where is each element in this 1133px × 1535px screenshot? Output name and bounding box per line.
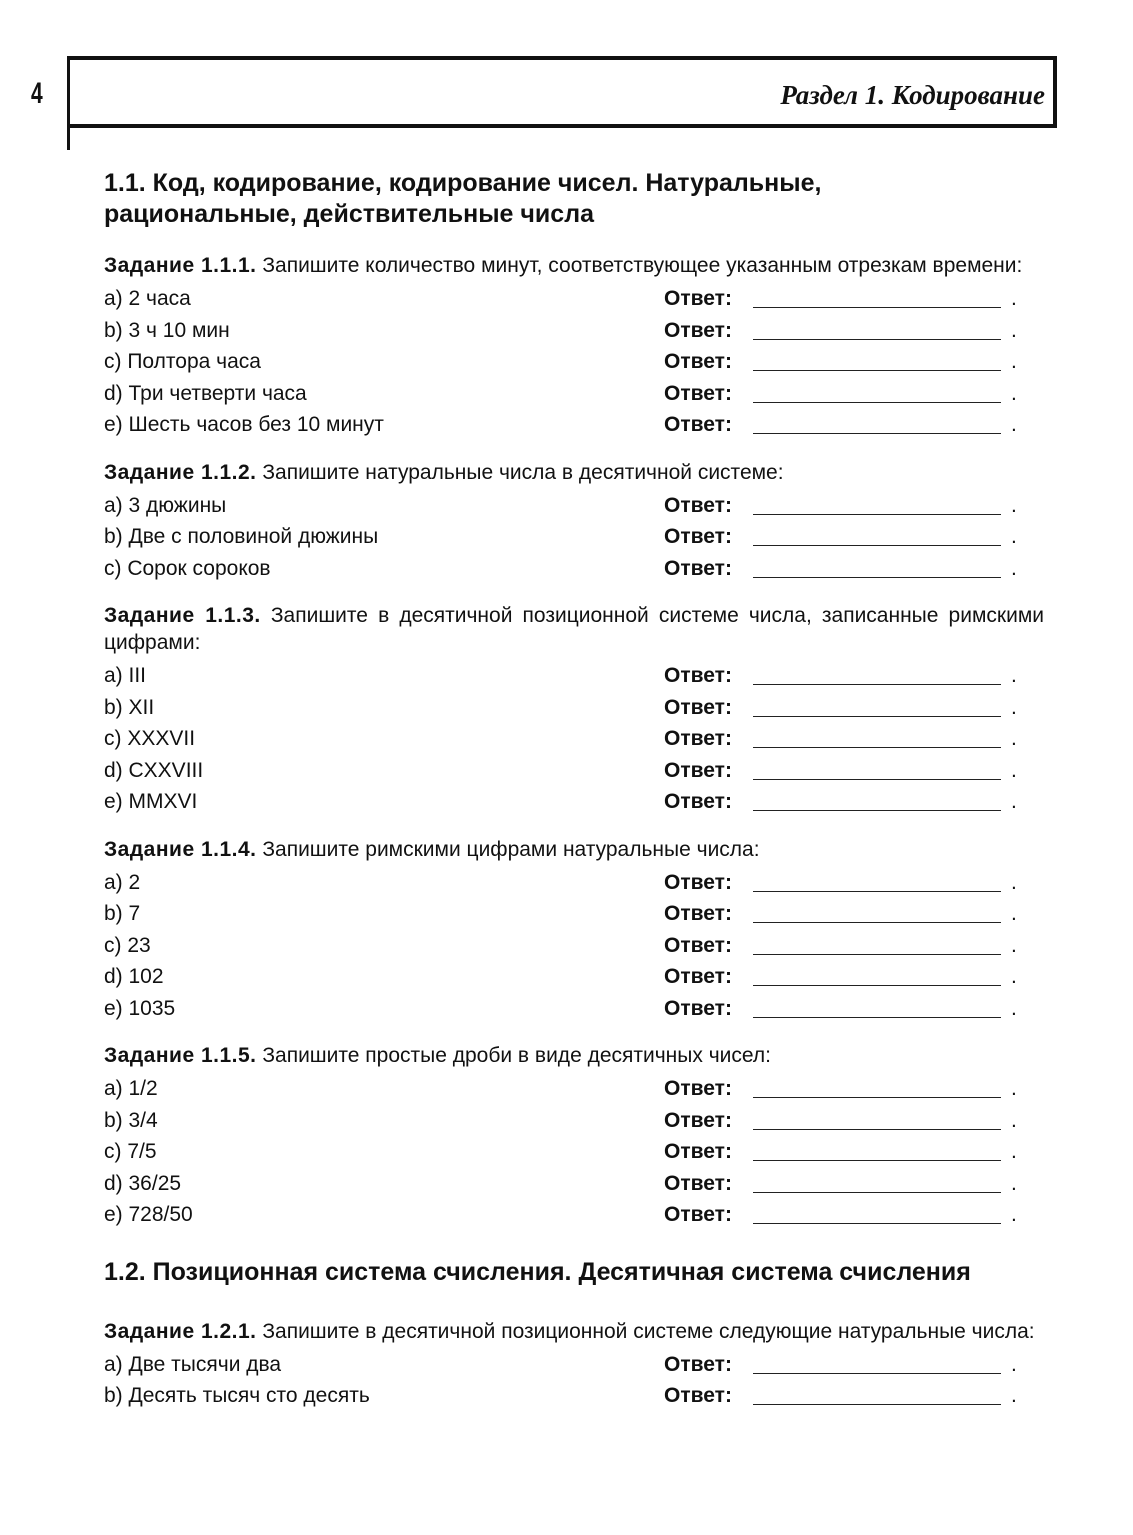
answer-label: Ответ: xyxy=(664,933,732,957)
answer-blank-line[interactable] xyxy=(753,402,1001,403)
running-header-title: Раздел 1. Кодирование xyxy=(780,80,1045,110)
answer-label: Ответ: xyxy=(664,1077,732,1100)
task-item xyxy=(104,786,1064,818)
answer-label: Ответ: xyxy=(664,1352,732,1376)
answer-blank-line[interactable] xyxy=(753,1017,1001,1018)
answer-blank-line[interactable] xyxy=(753,1129,1001,1130)
answer-blank-line[interactable] xyxy=(753,891,1001,892)
answer-period: . xyxy=(1011,556,1017,580)
task-item xyxy=(104,1136,1064,1168)
task-text: Запишите количество минут, соответствующее указанным отрезкам времени: xyxy=(256,254,1023,277)
task-label: Задание 1.1.1. xyxy=(104,254,257,277)
answer-period: . xyxy=(1011,1384,1017,1407)
answer-label: Ответ: xyxy=(664,870,732,894)
answer-label: Ответ: xyxy=(664,758,732,782)
item-label: c) XXXVII xyxy=(104,727,196,750)
task-item xyxy=(104,1073,1064,1105)
task-item xyxy=(104,315,1064,347)
answer-field xyxy=(664,283,1017,315)
task xyxy=(104,602,1064,818)
answer-label: Ответ: xyxy=(664,1171,732,1195)
item-label: e) MMXVI xyxy=(104,790,198,813)
answer-blank-line[interactable] xyxy=(753,985,1001,986)
answer-period: . xyxy=(1011,1077,1017,1100)
answer-blank-line[interactable] xyxy=(753,1404,1001,1405)
task-item xyxy=(104,867,1064,899)
answer-label: Ответ: xyxy=(664,965,732,988)
answer-field xyxy=(664,346,1017,378)
answer-field xyxy=(664,315,1017,347)
answer-blank-line[interactable] xyxy=(753,339,1001,340)
task-label: Задание 1.1.3. xyxy=(104,604,261,627)
task-text: Запишите римскими цифрами натуральные числа: xyxy=(256,837,760,861)
answer-field xyxy=(664,1136,1017,1168)
item-label: d) Три четверти часа xyxy=(104,381,307,405)
task-label: Задание 1.1.4. xyxy=(104,837,257,861)
answer-blank-line[interactable] xyxy=(753,307,1001,308)
task-item xyxy=(104,1349,1064,1381)
answer-blank-line[interactable] xyxy=(753,810,1001,811)
task xyxy=(104,252,1064,441)
task-text: Запишите в десятичной позиционной системе следующие натуральные числа: xyxy=(256,1319,1035,1343)
answer-label: Ответ: xyxy=(664,695,732,719)
task-description xyxy=(104,1318,1044,1345)
answer-blank-line[interactable] xyxy=(753,716,1001,717)
answer-field xyxy=(664,1380,1017,1412)
item-label: b) 3/4 xyxy=(104,1108,158,1132)
answer-label: Ответ: xyxy=(664,381,732,405)
page-number: 4 xyxy=(31,77,43,110)
task-label: Задание 1.2.1. xyxy=(104,1319,257,1343)
task-list xyxy=(104,252,1064,1231)
task-item xyxy=(104,898,1064,930)
item-label: d) CXXVIII xyxy=(104,758,204,782)
running-header xyxy=(67,56,1057,128)
answer-period: . xyxy=(1011,727,1017,750)
answer-blank-line[interactable] xyxy=(753,779,1001,780)
task xyxy=(104,459,1064,585)
answer-period: . xyxy=(1011,1203,1017,1226)
answer-field xyxy=(664,723,1017,755)
answer-field xyxy=(664,1105,1017,1137)
section-1-2 xyxy=(104,1257,1064,1412)
task-item xyxy=(104,283,1064,315)
answer-field xyxy=(664,490,1017,522)
answer-blank-line[interactable] xyxy=(753,1223,1001,1224)
item-label: c) Полтора часа xyxy=(104,350,261,373)
answer-blank-line[interactable] xyxy=(753,433,1001,434)
answer-period: . xyxy=(1011,350,1017,373)
answer-field xyxy=(664,786,1017,818)
item-label: b) 7 xyxy=(104,902,141,925)
answer-blank-line[interactable] xyxy=(753,370,1001,371)
answer-period: . xyxy=(1011,1108,1017,1132)
section-title: 1.2. Позиционная система счисления. Десятичная система счисления xyxy=(104,1257,971,1286)
item-label: a) 3 дюжины xyxy=(104,493,227,517)
answer-blank-line[interactable] xyxy=(753,514,1001,515)
task-text: Запишите натуральные числа в десятичной системе: xyxy=(256,460,784,484)
item-label: e) 1035 xyxy=(104,996,176,1020)
answer-blank-line[interactable] xyxy=(753,1192,1001,1193)
answer-label: Ответ: xyxy=(664,525,732,548)
task-item xyxy=(104,1199,1064,1231)
item-label: c) 23 xyxy=(104,933,151,957)
answer-label: Ответ: xyxy=(664,902,732,925)
section-title: 1.1. Код, кодирование, кодирование чисел. Натуральные, рациональные, действительные числа xyxy=(104,169,822,228)
task-description xyxy=(104,459,1044,486)
item-label: d) 36/25 xyxy=(104,1171,182,1195)
answer-field xyxy=(664,1199,1017,1231)
task-item xyxy=(104,1105,1064,1137)
header-divider xyxy=(67,128,70,150)
task-item xyxy=(104,692,1064,724)
answer-period: . xyxy=(1011,1140,1017,1163)
answer-period: . xyxy=(1011,933,1017,957)
answer-field xyxy=(664,755,1017,787)
item-label: a) 1/2 xyxy=(104,1077,158,1100)
task-description xyxy=(104,1042,1044,1069)
item-label: a) III xyxy=(104,664,147,687)
answer-field xyxy=(664,993,1017,1025)
task xyxy=(104,1042,1064,1231)
task-item xyxy=(104,723,1064,755)
answer-blank-line[interactable] xyxy=(753,1160,1001,1161)
answer-period: . xyxy=(1011,664,1017,687)
task-description xyxy=(104,252,1044,279)
task-item xyxy=(104,961,1064,993)
answer-field xyxy=(664,521,1017,553)
page-content xyxy=(104,168,1064,1430)
task-label: Задание 1.1.2. xyxy=(104,460,257,484)
task xyxy=(104,836,1064,1025)
answer-period: . xyxy=(1011,695,1017,719)
answer-label: Ответ: xyxy=(664,1203,732,1226)
answer-period: . xyxy=(1011,1171,1017,1195)
answer-label: Ответ: xyxy=(664,664,732,687)
task-list xyxy=(104,1318,1064,1412)
item-label: e) Шесть часов без 10 минут xyxy=(104,413,384,436)
task-item xyxy=(104,378,1064,410)
task-text: Запишите в десятичной позиционной системе числа, записанные римскими цифрами: xyxy=(104,604,1044,654)
item-label: c) 7/5 xyxy=(104,1140,157,1163)
answer-field xyxy=(664,660,1017,692)
answer-blank-line[interactable] xyxy=(753,1097,1001,1098)
answer-field xyxy=(664,930,1017,962)
answer-label: Ответ: xyxy=(664,350,732,373)
item-label: b) Две с половиной дюжины xyxy=(104,525,379,548)
item-label: e) 728/50 xyxy=(104,1203,193,1226)
answer-field xyxy=(664,1073,1017,1105)
answer-label: Ответ: xyxy=(664,1108,732,1132)
task-item xyxy=(104,553,1064,585)
answer-period: . xyxy=(1011,493,1017,517)
answer-period: . xyxy=(1011,413,1017,436)
answer-field xyxy=(664,378,1017,410)
answer-period: . xyxy=(1011,287,1017,310)
answer-label: Ответ: xyxy=(664,727,732,750)
answer-field xyxy=(664,409,1017,441)
answer-period: . xyxy=(1011,1352,1017,1376)
section-1-1 xyxy=(104,168,1064,1231)
answer-period: . xyxy=(1011,318,1017,342)
answer-label: Ответ: xyxy=(664,556,732,580)
item-label: b) Десять тысяч сто десять xyxy=(104,1384,370,1407)
answer-blank-line[interactable] xyxy=(753,684,1001,685)
answer-period: . xyxy=(1011,525,1017,548)
task-item xyxy=(104,1380,1064,1412)
task-item xyxy=(104,521,1064,553)
task-item xyxy=(104,993,1064,1025)
item-label: a) 2 часа xyxy=(104,287,191,310)
answer-label: Ответ: xyxy=(664,287,732,310)
item-label: a) 2 xyxy=(104,870,141,894)
task xyxy=(104,1318,1064,1412)
answer-field xyxy=(664,1349,1017,1381)
answer-label: Ответ: xyxy=(664,996,732,1020)
answer-label: Ответ: xyxy=(664,318,732,342)
task-item xyxy=(104,409,1064,441)
answer-field xyxy=(664,692,1017,724)
task-item xyxy=(104,490,1064,522)
task-item xyxy=(104,346,1064,378)
item-label: c) Сорок сороков xyxy=(104,556,271,580)
task-item xyxy=(104,660,1064,692)
task-description xyxy=(104,602,1044,656)
answer-period: . xyxy=(1011,996,1017,1020)
task-label: Задание 1.1.5. xyxy=(104,1044,257,1067)
item-label: d) 102 xyxy=(104,965,164,988)
answer-field xyxy=(664,553,1017,585)
answer-blank-line[interactable] xyxy=(753,922,1001,923)
answer-label: Ответ: xyxy=(664,1140,732,1163)
answer-blank-line[interactable] xyxy=(753,545,1001,546)
answer-period: . xyxy=(1011,758,1017,782)
item-label: a) Две тысячи два xyxy=(104,1352,282,1376)
answer-period: . xyxy=(1011,965,1017,988)
answer-period: . xyxy=(1011,902,1017,925)
task-item xyxy=(104,1168,1064,1200)
answer-period: . xyxy=(1011,870,1017,894)
answer-blank-line[interactable] xyxy=(753,747,1001,748)
answer-period: . xyxy=(1011,790,1017,813)
answer-blank-line[interactable] xyxy=(753,577,1001,578)
answer-blank-line[interactable] xyxy=(753,954,1001,955)
task-text: Запишите простые дроби в виде десятичных чисел: xyxy=(256,1044,771,1067)
answer-label: Ответ: xyxy=(664,1384,732,1407)
task-item xyxy=(104,755,1064,787)
answer-field xyxy=(664,867,1017,899)
answer-field xyxy=(664,1168,1017,1200)
answer-period: . xyxy=(1011,381,1017,405)
task-description xyxy=(104,836,1044,863)
answer-label: Ответ: xyxy=(664,413,732,436)
item-label: b) XII xyxy=(104,695,155,719)
answer-field xyxy=(664,961,1017,993)
answer-blank-line[interactable] xyxy=(753,1373,1001,1374)
answer-label: Ответ: xyxy=(664,790,732,813)
item-label: b) 3 ч 10 мин xyxy=(104,318,230,342)
answer-label: Ответ: xyxy=(664,493,732,517)
answer-field xyxy=(664,898,1017,930)
task-item xyxy=(104,930,1064,962)
